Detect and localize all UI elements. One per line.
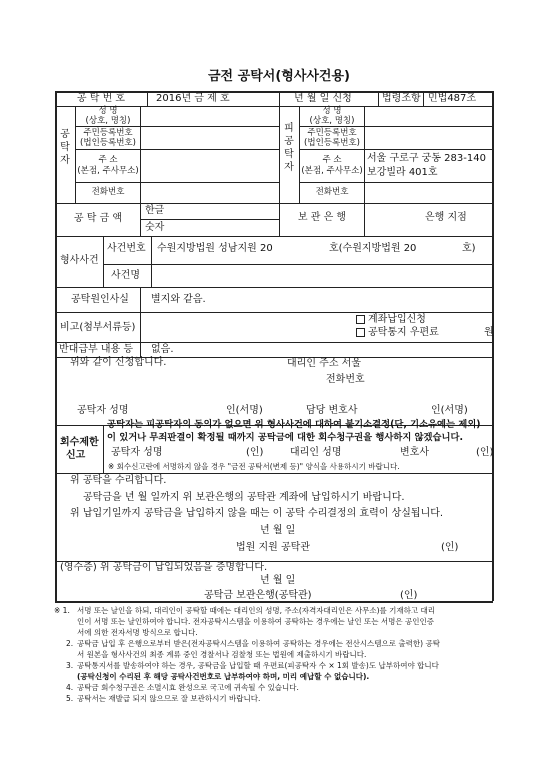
withdraw-label-1: 회수제한 <box>60 437 99 448</box>
criminal-case-number-value[interactable]: 수원지방법원 성남지원 20 <box>157 243 273 254</box>
depositee-name-label: 성 명 <box>322 106 342 116</box>
postage-checkbox[interactable] <box>356 328 365 337</box>
amount-label: 공 탁 금 액 <box>73 213 123 224</box>
bank-value[interactable]: 은행 지점 <box>425 212 467 223</box>
depositor-reg-sub: (법인등록번호) <box>80 138 136 148</box>
depositor-name-field[interactable] <box>141 107 278 125</box>
agent-phone[interactable]: 전화번호 <box>326 374 365 385</box>
note-line: 서에 의한 전자서명 방식으로 합니다. <box>77 628 198 637</box>
note-line: 서명 또는 날인을 하되, 대리인이 공탁할 때에는 대리인의 성명, 주소(자격자대리인은 사무소)를 기재하고 대리 <box>77 606 436 615</box>
note-line: (공탁신청이 수리된 후 해당 공탁사건번호로 납부하여야 하며, 미리 예납할 수 없습니다). <box>77 672 370 681</box>
depositor-phone-label: 전화번호 <box>91 187 125 197</box>
depositee-side-label: 피 공 탁 자 <box>284 123 294 173</box>
receipt-line1: (영수증) 위 공탁금이 납입되었음을 증명합니다. <box>60 562 268 573</box>
note-mark: ※ 1. <box>54 606 70 615</box>
application-date-label: 년 월 일 신청 <box>294 93 352 104</box>
depositor-side-label: 공 탁 자 <box>60 129 70 166</box>
postage-label: 공탁통지 우편료 <box>368 327 439 338</box>
accept-court[interactable]: 법원 지원 공탁관 <box>236 542 310 553</box>
note-mark: 2. <box>66 639 74 648</box>
receipt-bank[interactable]: 공탁금 보관은행(공탁관) <box>204 590 312 601</box>
criminal-case-number-end: 호) <box>462 243 476 254</box>
law-article-label: 법령조항 <box>382 93 421 104</box>
apply-text: 위와 같이 신청합니다. <box>70 357 167 368</box>
depositor-name-label: 성 명 <box>98 106 118 116</box>
note-mark: 5. <box>66 694 74 703</box>
law-article-value[interactable]: 민법487조 <box>428 93 477 104</box>
account-payment-label: 계좌납입신청 <box>368 314 426 325</box>
depositee-phone-label: 전화번호 <box>315 187 349 197</box>
apply-seal-1[interactable]: 인(서명) <box>226 405 263 416</box>
depositee-name-sub: (상호, 명칭) <box>309 116 355 126</box>
note-line: 공탁서는 재발급 되지 않으므로 잘 보관하시기 바랍니다. <box>77 694 261 703</box>
note-mark: 3. <box>66 661 74 670</box>
receipt-date[interactable]: 년 월 일 <box>260 575 296 586</box>
criminal-case-number-label: 사건번호 <box>107 243 146 254</box>
accept-seal[interactable]: (인) <box>441 542 459 553</box>
depositee-addr-sub: (본점, 주사무소) <box>301 166 363 176</box>
note-line: 공탁금 납입 후 은행으로부터 받은(전자공탁시스템을 이용하여 공탁하는 경우에는 전산시스템으로 출력한) 공탁 <box>77 639 440 648</box>
cause-value[interactable]: 별지와 같음. <box>151 294 206 305</box>
depositee-reg-label: 주민등록번호 <box>307 128 357 138</box>
withdraw-statement-line1: 공탁자는 피공탁자의 동의가 없으면 위 형사사건에 대하여 불기소결정(단, 기소유예는 제외) <box>107 419 481 430</box>
remarks-label: 비고(첨부서류등) <box>60 322 136 333</box>
withdraw-label-2: 신고 <box>66 450 86 461</box>
note-line: 공탁통지서를 발송하여야 하는 경우, 공탁금을 납입할 때 우편료(피공탁자 수 × 1회 발송)도 납부하여야 합니다 <box>77 661 439 670</box>
withdraw-seal-2[interactable]: (인) <box>476 447 494 458</box>
case-number-value[interactable]: 2016년 금 제 호 <box>156 93 230 104</box>
withdraw-seal-1[interactable]: (인) <box>246 447 264 458</box>
criminal-case-name-label: 사건명 <box>111 270 140 281</box>
depositor-phone-field[interactable] <box>141 183 278 202</box>
note-mark: 4. <box>66 683 74 692</box>
page-title: 금전 공탁서(형사사건용) <box>208 69 350 84</box>
depositor-reg-label: 주민등록번호 <box>83 128 133 138</box>
depositee-addr-line2[interactable]: 보강빌라 401호 <box>367 167 438 178</box>
note-line: 인이 서명 또는 날인하여야 합니다. 전자공탁시스템을 이용하여 공탁하는 경우에는 날인 또는 서명은 공인인증 <box>77 617 435 626</box>
withdraw-depositor-name-label: 공탁자 성명 <box>111 447 163 458</box>
criminal-case-number-mid: 호(수원지방법원 20 <box>329 243 417 254</box>
depositor-reg-field[interactable] <box>141 127 278 148</box>
accept-date[interactable]: 년 월 일 <box>260 525 296 536</box>
agent-address[interactable]: 대리인 주소 서울 <box>287 358 361 369</box>
withdraw-lawyer-label: 변호사 <box>400 447 429 458</box>
withdraw-agent-name-label: 대리인 성명 <box>290 447 342 458</box>
depositor-addr-sub: (본점, 주사무소) <box>77 166 139 176</box>
amount-numeric-label[interactable]: 숫자 <box>145 222 165 233</box>
counter-value[interactable]: 없음. <box>151 344 174 355</box>
apply-depositor-name-label: 공탁자 성명 <box>77 405 129 416</box>
apply-seal-2[interactable]: 인(서명) <box>431 405 468 416</box>
postage-won: 원 <box>484 327 494 338</box>
depositor-name-sub: (상호, 명칭) <box>85 116 131 126</box>
bank-label: 보 관 은 행 <box>297 212 347 223</box>
account-payment-checkbox[interactable] <box>356 315 365 324</box>
criminal-case-label: 형사사건 <box>60 255 99 266</box>
depositor-addr-label: 주 소 <box>98 155 118 165</box>
amount-hangul-label[interactable]: 한글 <box>145 205 165 216</box>
receipt-seal[interactable]: (인) <box>400 590 418 601</box>
withdraw-note: ※ 회수신고란에 서명하지 않을 경우 "금전 공탁서(변제 등)" 양식을 사용하시기 바랍니다. <box>108 462 400 471</box>
note-line: 서 원본을 형사사건의 최종 계류 중인 경찰서나 검찰청 또는 법원에 제출하시기 바랍니다. <box>77 650 367 659</box>
accept-line3: 위 납입기일까지 공탁금을 납입하지 않을 때는 이 공탁 수리결정의 효력이 상실됩니다. <box>70 508 444 519</box>
cause-label: 공탁원인사실 <box>71 294 129 305</box>
depositee-addr-line1[interactable]: 서울 구로구 궁동 283-140 <box>367 153 486 164</box>
depositee-reg-sub: (법인등록번호) <box>304 138 360 148</box>
accept-line2: 공탁금을 년 월 일까지 위 보관은행의 공탁관 계좌에 납입하시기 바랍니다. <box>83 492 405 503</box>
note-line: 공탁금 회수청구권은 소멸시효 완성으로 국고에 귀속될 수 있습니다. <box>77 683 299 692</box>
accept-line1: 위 공탁을 수리합니다. <box>70 475 167 486</box>
depositor-addr-field[interactable] <box>141 150 278 181</box>
case-number-label: 공 탁 번 호 <box>76 93 126 104</box>
apply-agent-name-label: 담당 변호사 <box>306 405 358 416</box>
depositee-addr-label: 주 소 <box>322 155 342 165</box>
counter-label: 반대급부 내용 등 <box>59 344 133 355</box>
withdraw-statement-line2: 이 있거나 무죄판결이 확정될 때까지 공탁금에 대한 회수청구권을 행사하지 않겠습니다. <box>107 432 463 443</box>
